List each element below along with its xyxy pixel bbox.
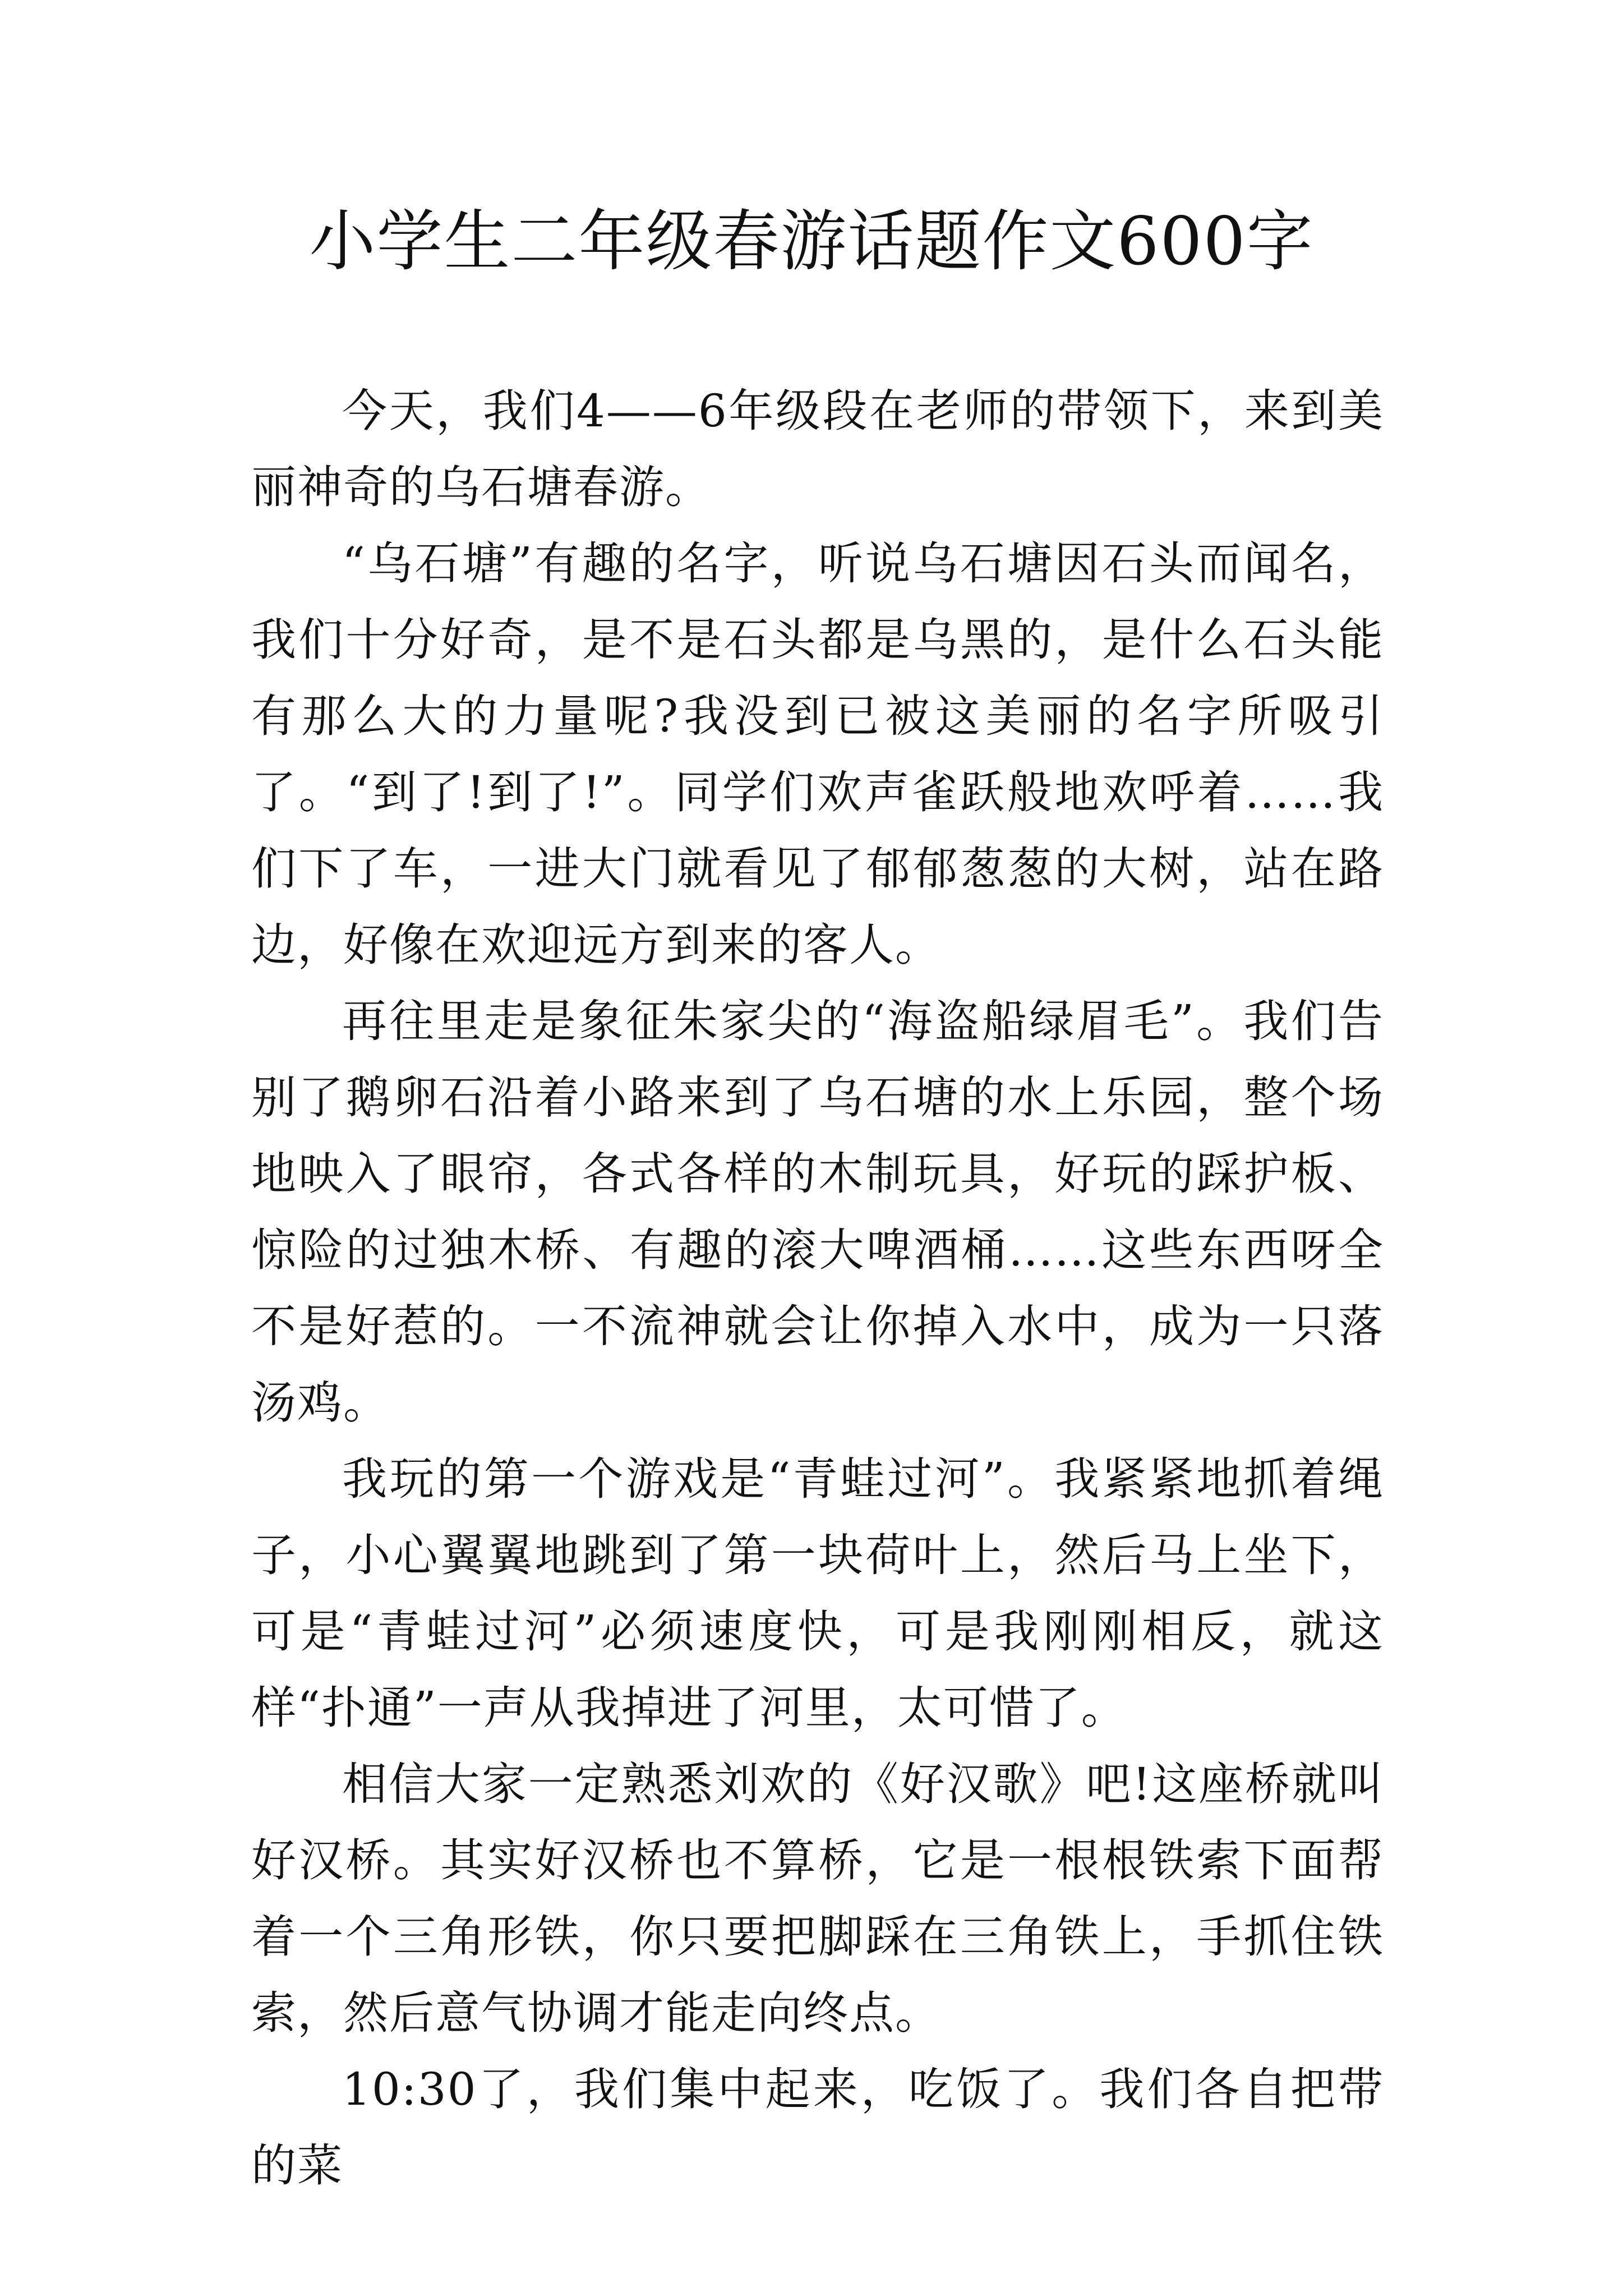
paragraph: 再往里走是象征朱家尖的“海盗船绿眉毛”。我们告别了鹅卵石沿着小路来到了乌石塘的水上乐园，整个场地映入了眼帘，各式各样的木制玩具，好玩的踩护板、惊险的过独木桥、有趣的滚大啤酒桶……这些东西呀全不是好惹的。一不流神就会让你掉入水中，成为一只落汤鸡。 bbox=[251, 995, 1384, 1429]
document-title: 小学生二年级春游话题作文600字 bbox=[309, 203, 1314, 280]
paragraph: 今天，我们4——6年级段在老师的带领下，来到美丽神奇的乌石塘春游。 bbox=[251, 385, 1384, 513]
paragraph: 相信大家一定熟悉刘欢的《好汉歌》吧!这座桥就叫好汉桥。其实好汉桥也不算桥，它是一根根铁索下面帮着一个三角形铁，你只要把脚踩在三角铁上，手抓住铁索，然后意气协调才能走向终点。 bbox=[251, 1758, 1384, 2039]
paragraph: 10:30了，我们集中起来，吃饭了。我们各自把带的菜 bbox=[251, 2063, 1384, 2192]
paragraph: 我玩的第一个游戏是“青蛙过河”。我紧紧地抓着绳子，小心翼翼地跳到了第一块荷叶上，然后马上坐下，可是“青蛙过河”必须速度快，可是我刚刚相反，就这样“扑通”一声从我掉进了河里，太可惜了。 bbox=[251, 1453, 1384, 1734]
paragraph: “乌石塘”有趣的名字，听说乌石塘因石头而闻名，我们十分好奇，是不是石头都是乌黑的，是什么石头能有那么大的力量呢?我没到已被这美丽的名字所吸引了。“到了!到了!”。同学们欢声雀跃般地欢呼着……我们下了车，一进大门就看见了郁郁葱葱的大树，站在路边，好像在欢迎远方到来的客人。 bbox=[251, 537, 1384, 971]
document-body bbox=[251, 373, 1384, 2204]
